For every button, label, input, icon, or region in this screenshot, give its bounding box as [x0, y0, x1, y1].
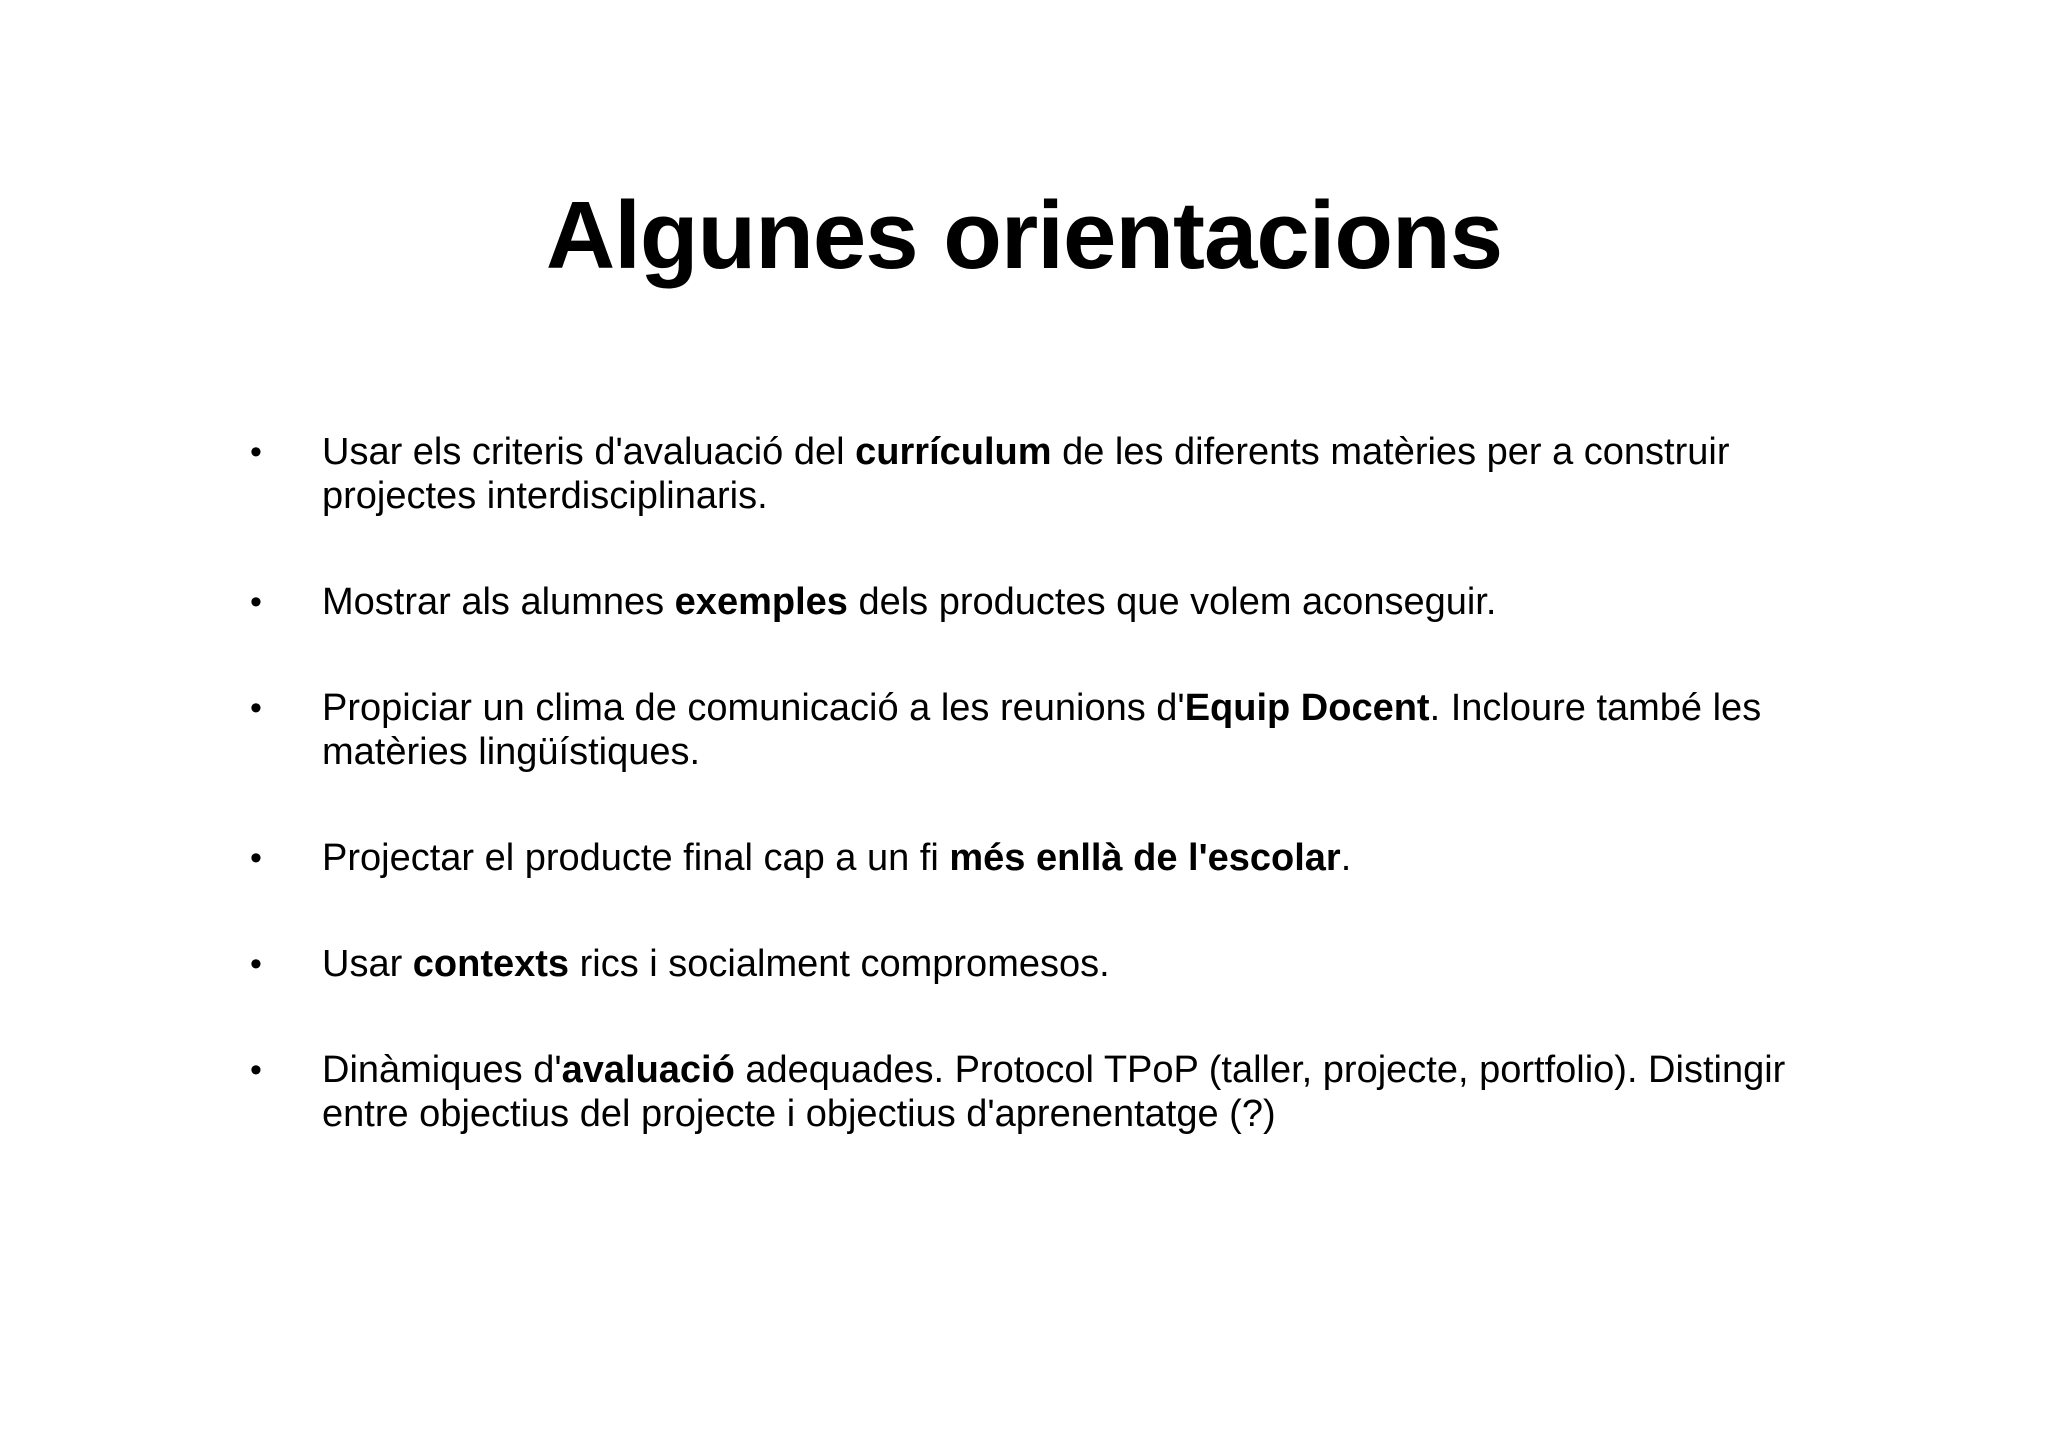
bullet-text — [322, 943, 1110, 985]
slide-title: Algunes orientacions — [545, 182, 1503, 289]
bullet-item — [248, 580, 1828, 624]
bullet-text-segment: Usar — [322, 943, 413, 985]
bullet-text-segment: . Incloure també les matèries lingüístiques. — [322, 687, 1762, 773]
bullet-text-segment: dels productes que volem aconseguir. — [847, 581, 1497, 623]
bullet-text — [322, 1049, 1785, 1135]
bullet-item — [248, 430, 1828, 518]
bullet-icon: • — [250, 945, 262, 983]
bullet-text-segment: . — [1340, 837, 1352, 879]
bullet-item — [248, 1048, 1828, 1136]
bullet-item — [248, 686, 1828, 774]
bullet-text-segment: Mostrar als alumnes — [322, 581, 675, 623]
bullet-icon: • — [250, 1051, 262, 1089]
bullet-text — [322, 687, 1761, 773]
bullet-text-segment: rics i socialment compromesos. — [569, 943, 1110, 985]
bullet-text-segment: Projectar el producte final cap a un fi — [322, 837, 950, 879]
bullet-item — [248, 836, 1828, 880]
bullet-text-segment: Usar els criteris d'avaluació del — [322, 431, 856, 473]
bullet-text-emphasis: exemples — [674, 581, 848, 623]
bullet-text-segment: Propiciar un clima de comunicació a les reunions d' — [322, 687, 1185, 729]
bullet-text-emphasis: avaluació — [561, 1049, 735, 1091]
bullet-icon: • — [250, 433, 262, 471]
bullet-text-emphasis: currículum — [855, 431, 1052, 473]
bullet-icon: • — [250, 689, 262, 727]
bullet-text-segment: Dinàmiques d' — [322, 1049, 562, 1091]
bullet-text — [322, 581, 1496, 623]
bullet-text-emphasis: Equip Docent — [1184, 687, 1430, 729]
bullet-icon: • — [250, 839, 262, 877]
bullet-text-emphasis: contexts — [412, 943, 570, 985]
bullet-text-segment: adequades. Protocol TPoP (taller, projecte, portfolio). Distingir entre objectius del projecte i objectius d'aprenentatge (?) — [322, 1049, 1786, 1135]
bullet-text-segment: de les diferents matèries per a construir projectes interdisciplinaris. — [322, 431, 1730, 517]
bullet-icon: • — [250, 583, 262, 621]
bullet-list — [248, 430, 1828, 1198]
bullet-text — [322, 837, 1351, 879]
bullet-text-emphasis: més enllà de l'escolar — [949, 837, 1341, 879]
bullet-text — [322, 431, 1730, 517]
bullet-item — [248, 942, 1828, 986]
